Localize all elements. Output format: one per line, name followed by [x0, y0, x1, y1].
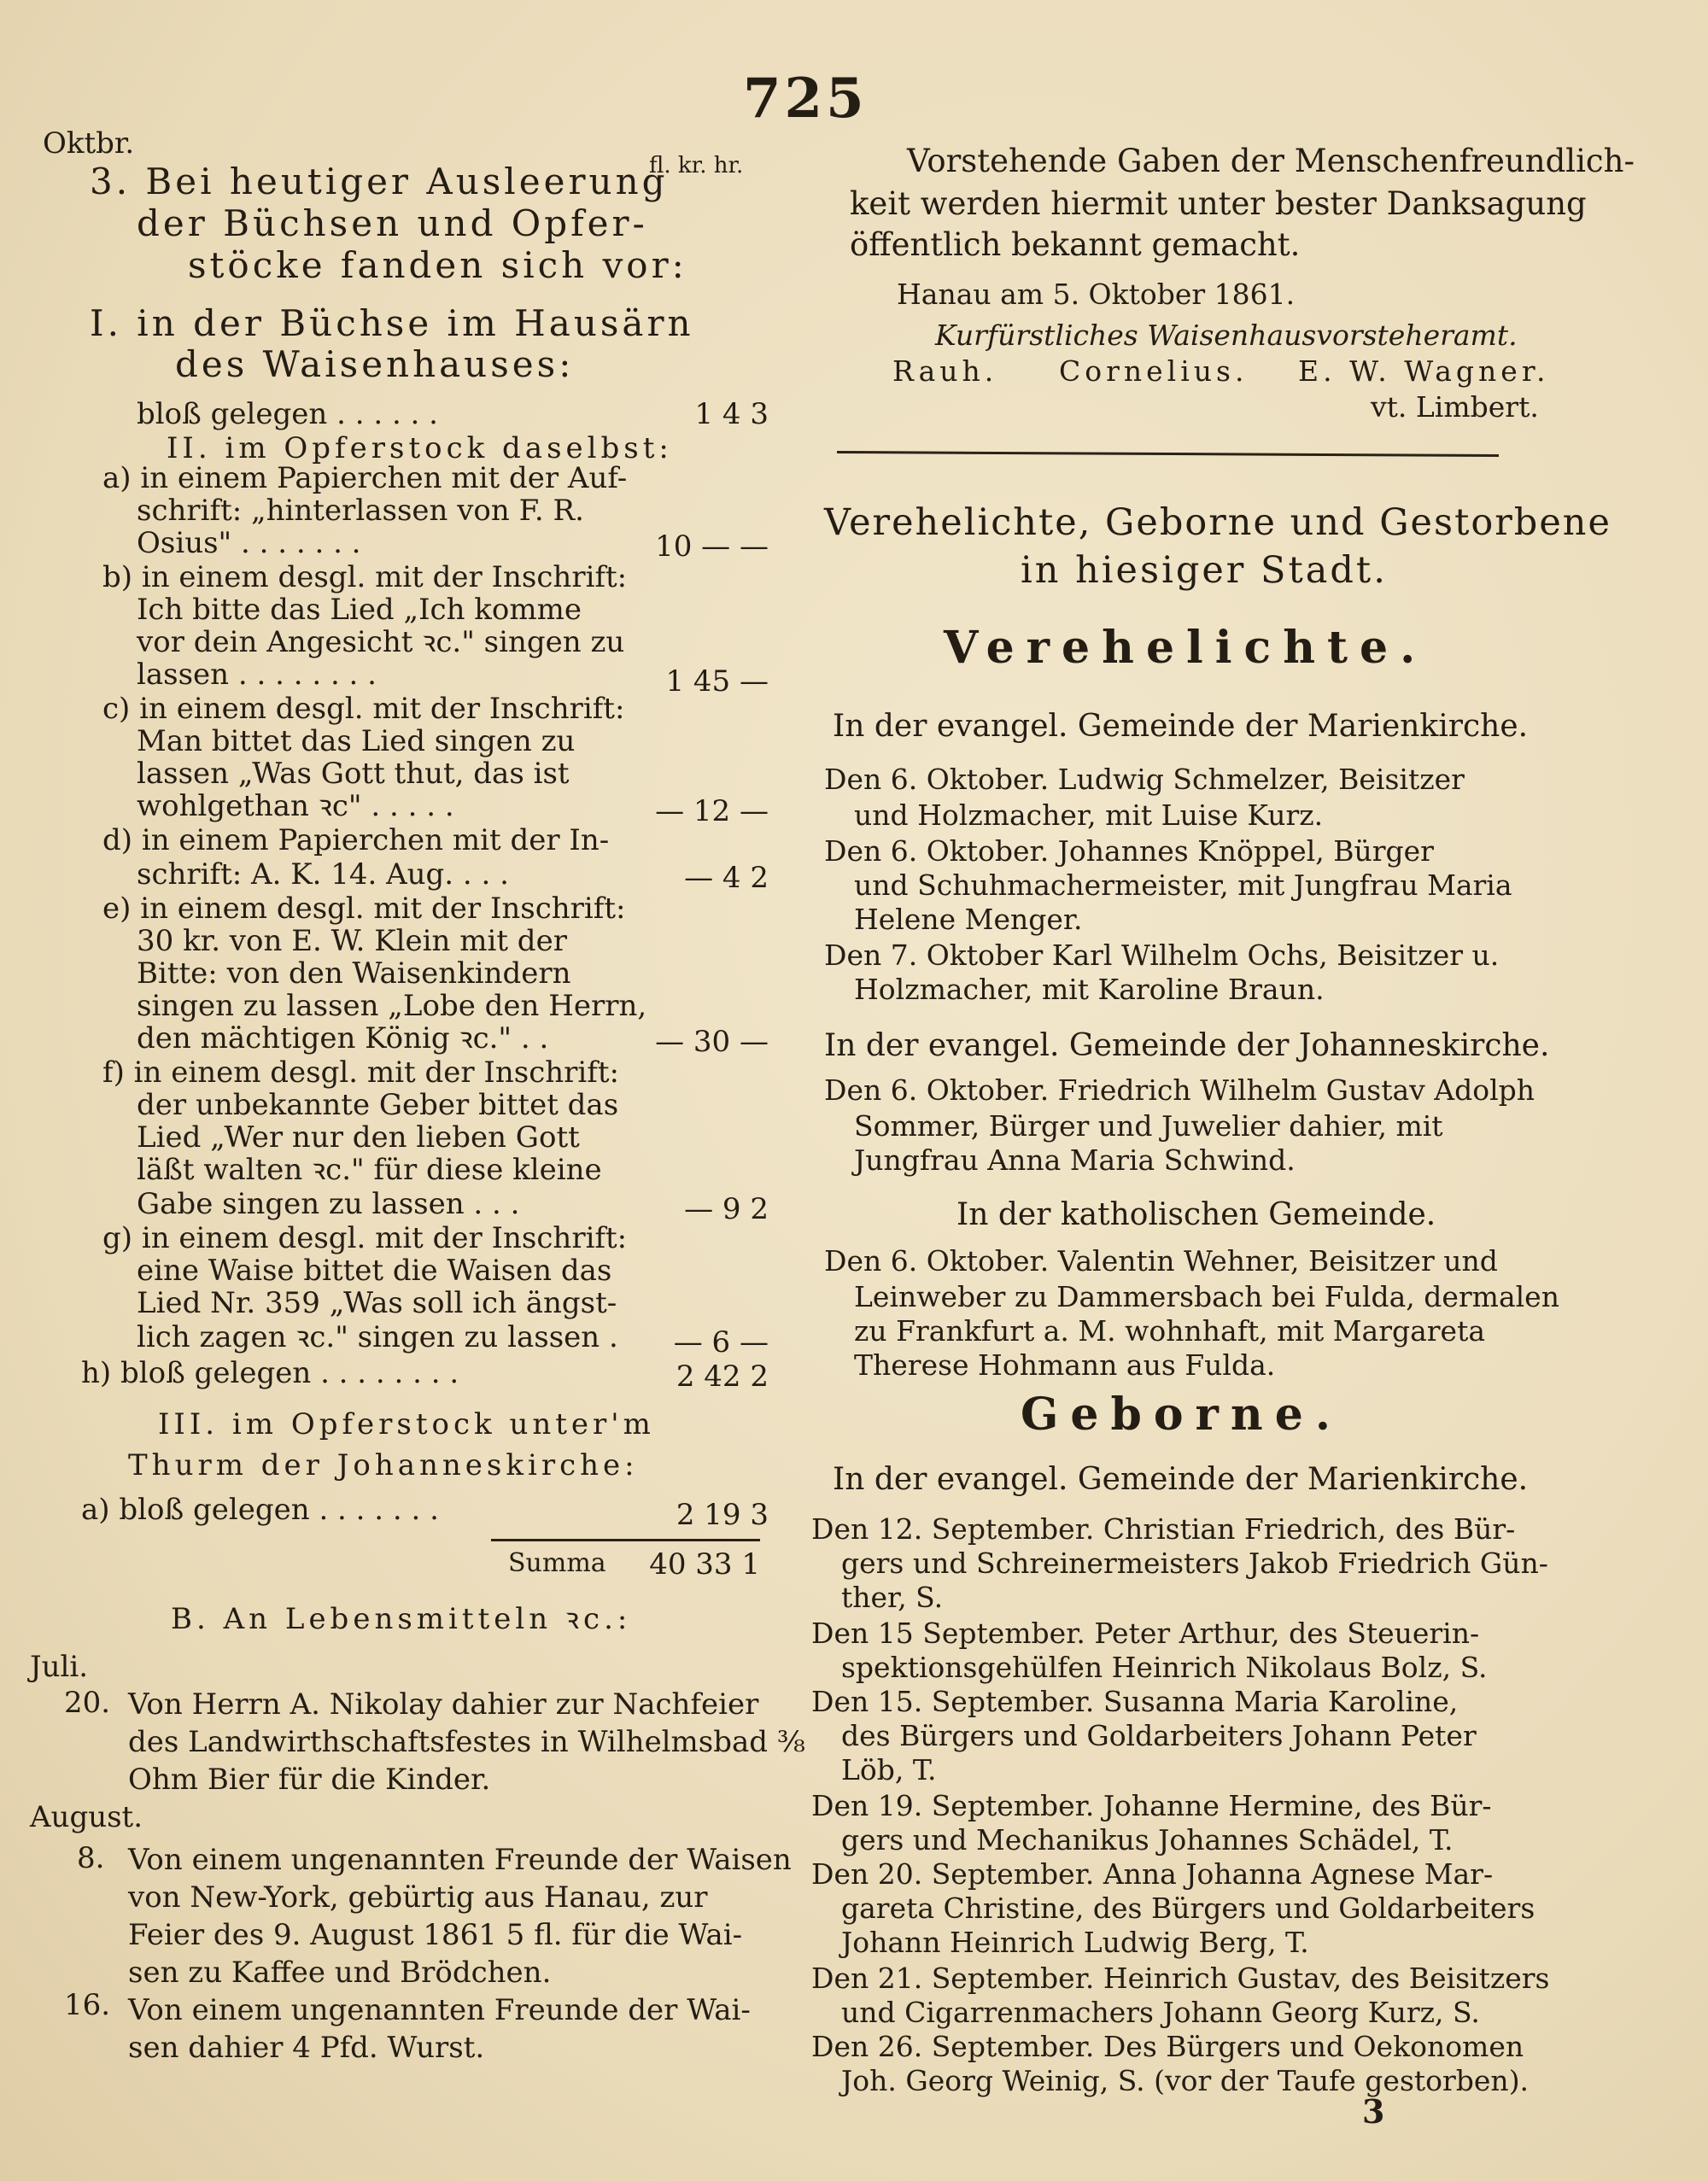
- item-b-line2: Ich bitte das Lied „Ich komme: [137, 593, 582, 627]
- item-e-line4: singen zu lassen „Lobe den Herrn,: [137, 989, 647, 1023]
- item-c-line4: wohlgethan ꝛc" . . . . .: [137, 789, 454, 823]
- entry-20-day: 20.: [64, 1686, 111, 1720]
- month-august: August.: [30, 1800, 143, 1834]
- item-e-line1: e) in einem desgl. mit der Inschrift:: [102, 892, 626, 926]
- signature-wagner: E. W. Wagner.: [1298, 354, 1550, 388]
- item-g-line1: g) in einem desgl. mit der Inschrift:: [102, 1221, 628, 1255]
- married-kath-heading: In der katholischen Gemeinde.: [956, 1197, 1436, 1232]
- born-1-line2: gers und Schreinermeisters Jakob Friedrich Gün-: [841, 1547, 1548, 1580]
- married-2-line2: und Schuhmachermeister, mit Jungfrau Maria: [854, 868, 1512, 902]
- item-e-amount: — 30 —: [655, 1025, 769, 1059]
- right-column: [811, 0, 1708, 2181]
- item-f-line4: läßt walten ꝛc." für diese kleine: [137, 1153, 602, 1187]
- month-july: Juli.: [30, 1650, 89, 1684]
- section-divider: [837, 451, 1499, 457]
- item-c-amount: — 12 —: [655, 794, 769, 828]
- born-marien-heading: In der evangel. Gemeinde der Marienkirche.: [833, 1462, 1529, 1497]
- item-d-line2: schrift: A. K. 14. Aug. . . .: [137, 857, 509, 892]
- item-d-amount: — 4 2: [684, 861, 769, 895]
- item-e-line3: Bitte: von den Waisenkindern: [137, 956, 571, 991]
- section-3-line1: III. im Opferstock unter'm: [158, 1407, 655, 1441]
- born-4-line1: Den 19. September. Johanne Hermine, des Bür-: [811, 1789, 1492, 1822]
- married-heading: Verehelichte.: [944, 622, 1428, 674]
- born-3-line2: des Bürgers und Goldarbeiters Johann Peter: [841, 1719, 1477, 1752]
- entry-8-line4: sen zu Kaffee und Brödchen.: [128, 1956, 552, 1990]
- entry-8-line2: von New-York, gebürtig aus Hanau, zur: [128, 1880, 708, 1915]
- item-b-line4: lassen . . . . . . . .: [137, 658, 377, 692]
- section-title-line2: in hiesiger Stadt.: [1021, 549, 1388, 592]
- section-1-line2: des Waisenhauses:: [175, 343, 575, 385]
- born-3-line1: Den 15. September. Susanna Maria Karoline,: [811, 1685, 1459, 1718]
- signature-rauh: Rauh.: [892, 354, 998, 388]
- item-f-line2: der unbekannte Geber bittet das: [137, 1088, 619, 1122]
- born-1-line1: Den 12. September. Christian Friedrich, des Bür-: [811, 1512, 1516, 1546]
- entry-20-line1: Von Herrn A. Nikolay dahier zur Nachfeier: [128, 1687, 759, 1722]
- entry-16-day: 16.: [64, 1988, 111, 2022]
- signature-cornelius: Cornelius.: [1059, 354, 1249, 388]
- married-4-line1: Den 6. Oktober. Friedrich Wilhelm Gustav Adolph: [824, 1073, 1535, 1107]
- married-4-line3: Jungfrau Anna Maria Schwind.: [854, 1143, 1296, 1177]
- item-f-line3: Lied „Wer nur den lieben Gott: [137, 1120, 580, 1155]
- section-2-title: II. im Opferstock daselbst:: [167, 431, 673, 465]
- born-2-line2: spektionsgehülfen Heinrich Nikolaus Bolz, S.: [841, 1651, 1488, 1684]
- born-5-line3: Johann Heinrich Ludwig Berg, T.: [841, 1926, 1309, 1959]
- item-b-line3: vor dein Angesicht ꝛc." singen zu: [137, 625, 625, 659]
- married-3-line1: Den 7. Oktober Karl Wilhelm Ochs, Beisitzer u.: [824, 938, 1500, 972]
- item-b-amount: 1 45 —: [665, 664, 769, 699]
- notice-line2: keit werden hiermit unter bester Danksagung: [850, 185, 1587, 222]
- entry-3-line3: stöcke fanden sich vor:: [188, 244, 687, 286]
- entry-20-line3: Ohm Bier für die Kinder.: [128, 1763, 491, 1797]
- married-1-line1: Den 6. Oktober. Ludwig Schmelzer, Beisitzer: [824, 763, 1465, 796]
- section-1-amount: 1 4 3: [694, 397, 769, 431]
- section-1-item: bloß gelegen . . . . . .: [137, 397, 438, 431]
- married-marien-heading: In der evangel. Gemeinde der Marienkirche.: [833, 709, 1529, 744]
- section-3-line2: Thurm der Johanneskirche:: [128, 1448, 639, 1482]
- born-3-line3: Löb, T.: [841, 1753, 937, 1786]
- entry-8-line1: Von einem ungenannten Freunde der Waisen: [128, 1843, 792, 1877]
- entry-3-line1: 3. Bei heutiger Ausleerung: [90, 161, 669, 202]
- item-e-line2: 30 kr. von E. W. Klein mit der: [137, 924, 567, 958]
- item-e-line5: den mächtigen König ꝛc." . .: [137, 1021, 549, 1055]
- item-h: h) bloß gelegen . . . . . . . .: [81, 1356, 459, 1390]
- sheet-number: 3: [1362, 2092, 1385, 2131]
- entry-16-line2: sen dahier 4 Pfd. Wurst.: [128, 2031, 485, 2065]
- born-6-line1: Den 21. September. Heinrich Gustav, des Beisitzers: [811, 1962, 1550, 1995]
- item-c-line1: c) in einem desgl. mit der Inschrift:: [102, 692, 625, 726]
- married-3-line2: Holzmacher, mit Karoline Braun.: [854, 973, 1325, 1006]
- entry-20-line2: des Landwirthschaftsfestes in Wilhelmsbad ⅜: [128, 1725, 805, 1759]
- notice-line3: öffentlich bekannt gemacht.: [850, 226, 1301, 263]
- left-column: [0, 0, 820, 2181]
- office-name: Kurfürstliches Waisenhausvorsteheramt.: [935, 319, 1518, 352]
- born-1-line3: ther, S.: [841, 1581, 944, 1614]
- married-2-line1: Den 6. Oktober. Johannes Knöppel, Bürger: [824, 834, 1434, 868]
- item-b-line1: b) in einem desgl. mit der Inschrift:: [102, 560, 628, 594]
- item-f-line1: f) in einem desgl. mit der Inschrift:: [102, 1055, 619, 1090]
- born-5-line1: Den 20. September. Anna Johanna Agnese Mar-: [811, 1857, 1494, 1891]
- summa-amount: 40 33 1: [649, 1547, 760, 1582]
- notice-date: Hanau am 5. Oktober 1861.: [897, 278, 1296, 311]
- item-g-line4: lich zagen ꝛc." singen zu lassen .: [137, 1320, 618, 1354]
- item-a-line3: Osius" . . . . . . .: [137, 526, 361, 560]
- married-1-line2: und Holzmacher, mit Luise Kurz.: [854, 798, 1324, 832]
- born-7-line1: Den 26. September. Des Bürgers und Oekonomen: [811, 2030, 1524, 2063]
- section-1-line1: I. in der Büchse im Hausärn: [90, 302, 694, 344]
- married-johannes-heading: In der evangel. Gemeinde der Johanneskirche.: [824, 1028, 1550, 1063]
- page-number: 725: [743, 67, 868, 131]
- item-g-amount: — 6 —: [673, 1325, 769, 1359]
- section-3-amount: 2 19 3: [676, 1498, 769, 1532]
- section-b-title: B. An Lebensmitteln ꝛc.:: [171, 1602, 632, 1636]
- item-c-line2: Man bittet das Lied singen zu: [137, 724, 576, 758]
- married-5-line3: zu Frankfurt a. M. wohnhaft, mit Margareta: [854, 1314, 1486, 1348]
- month-october: Oktbr.: [43, 126, 135, 161]
- married-2-line3: Helene Menger.: [854, 903, 1083, 936]
- married-5-line4: Therese Hohmann aus Fulda.: [854, 1348, 1276, 1382]
- entry-8-line3: Feier des 9. August 1861 5 fl. für die Wai-: [128, 1918, 743, 1952]
- section-title-line1: Verehelichte, Geborne und Gestorbene: [824, 501, 1611, 544]
- married-5-line1: Den 6. Oktober. Valentin Wehner, Beisitzer und: [824, 1244, 1498, 1278]
- unit-header: fl. kr. hr.: [649, 153, 744, 178]
- item-c-line3: lassen „Was Gott thut, das ist: [137, 757, 570, 791]
- item-g-line3: Lied Nr. 359 „Was soll ich ängst-: [137, 1286, 617, 1320]
- married-5-line2: Leinweber zu Dammersbach bei Fulda, dermalen: [854, 1280, 1559, 1313]
- married-4-line2: Sommer, Bürger und Juwelier dahier, mit: [854, 1109, 1443, 1143]
- entry-8-day: 8.: [77, 1841, 105, 1875]
- notice-line1: Vorstehende Gaben der Menschenfreundlich-: [907, 143, 1635, 179]
- summa-label: Summa: [508, 1548, 606, 1578]
- item-a-amount: 10 — —: [655, 529, 769, 564]
- section-3-item-a: a) bloß gelegen . . . . . . .: [81, 1493, 439, 1527]
- born-5-line2: gareta Christine, des Bürgers und Goldarbeiters: [841, 1892, 1535, 1925]
- sum-rule: [491, 1539, 760, 1541]
- item-g-line2: eine Waise bittet die Waisen das: [137, 1254, 612, 1288]
- born-6-line2: und Cigarrenmachers Johann Georg Kurz, S.: [841, 1996, 1480, 2029]
- entry-16-line1: Von einem ungenannten Freunde der Wai-: [128, 1993, 751, 2027]
- born-2-line1: Den 15 September. Peter Arthur, des Steuerin-: [811, 1617, 1480, 1650]
- born-4-line2: gers und Mechanikus Johannes Schädel, T.: [841, 1823, 1454, 1856]
- item-h-amount: 2 42 2: [676, 1359, 769, 1394]
- item-a-line1: a) in einem Papierchen mit der Auf-: [102, 461, 628, 495]
- born-7-line2: Joh. Georg Weinig, S. (vor der Taufe gestorben).: [841, 2064, 1530, 2097]
- item-f-amount: — 9 2: [684, 1192, 769, 1226]
- item-a-line2: schrift: „hinterlassen von F. R.: [137, 494, 584, 528]
- item-f-line5: Gabe singen zu lassen . . .: [137, 1187, 520, 1221]
- entry-3-line2: der Büchsen und Opfer-: [137, 202, 648, 244]
- signature-limbert: vt. Limbert.: [1371, 390, 1539, 424]
- item-d-line1: d) in einem Papierchen mit der In-: [102, 823, 610, 857]
- born-heading: Geborne.: [1021, 1389, 1342, 1441]
